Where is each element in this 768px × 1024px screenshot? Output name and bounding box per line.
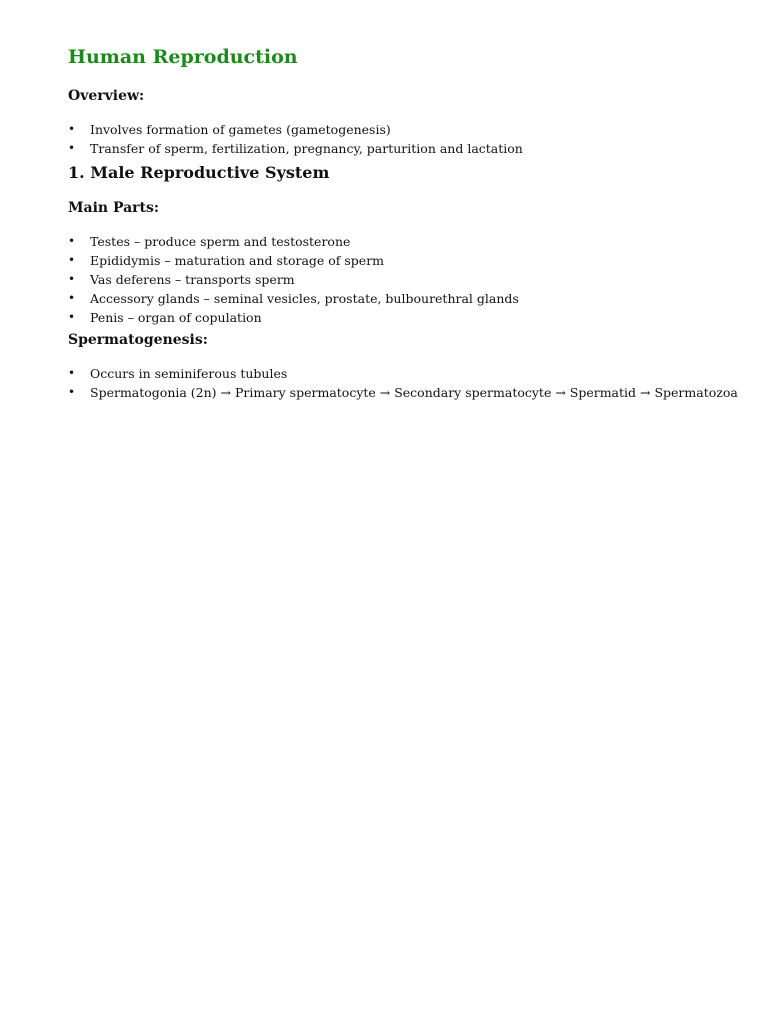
bullet-icon: • (68, 366, 76, 380)
list-item-text: Transfer of sperm, fertilization, pregnancy, parturition and lactation (90, 141, 523, 156)
list-item-text: Occurs in seminiferous tubules (90, 366, 288, 381)
list-item (68, 270, 519, 289)
bullet-icon: • (68, 310, 76, 324)
list-item-text: Accessory glands – seminal vesicles, prostate, bulbourethral glands (90, 291, 519, 306)
overview-heading: Overview: (68, 88, 145, 104)
list-item-text: Epididymis – maturation and storage of sperm (90, 253, 385, 268)
list-item (68, 383, 738, 402)
overview-list (68, 120, 523, 158)
bullet-icon: • (68, 234, 76, 248)
document-title: Human Reproduction (68, 46, 298, 68)
section-heading: 1. Male Reproductive System (68, 163, 330, 182)
main-parts-list (68, 232, 519, 327)
list-item (68, 289, 519, 308)
spermatogenesis-list (68, 364, 738, 402)
list-item (68, 120, 523, 139)
bullet-icon: • (68, 122, 76, 136)
list-item (68, 308, 519, 327)
bullet-icon: • (68, 272, 76, 286)
bullet-icon: • (68, 141, 76, 155)
list-item (68, 139, 523, 158)
list-item (68, 232, 519, 251)
list-item (68, 251, 519, 270)
bullet-icon: • (68, 385, 76, 399)
list-item-text: Testes – produce sperm and testosterone (90, 234, 351, 249)
spermatogenesis-heading: Spermatogenesis: (68, 332, 208, 348)
list-item-text: Involves formation of gametes (gametogenesis) (90, 122, 391, 137)
bullet-icon: • (68, 253, 76, 267)
list-item-text: Vas deferens – transports sperm (90, 272, 295, 287)
bullet-icon: • (68, 291, 76, 305)
main-parts-heading: Main Parts: (68, 200, 160, 216)
list-item-text: Spermatogonia (2n) → Primary spermatocyte → Secondary spermatocyte → Spermatid → Spermatozoa (90, 385, 738, 400)
list-item (68, 364, 738, 383)
list-item-text: Penis – organ of copulation (90, 310, 262, 325)
